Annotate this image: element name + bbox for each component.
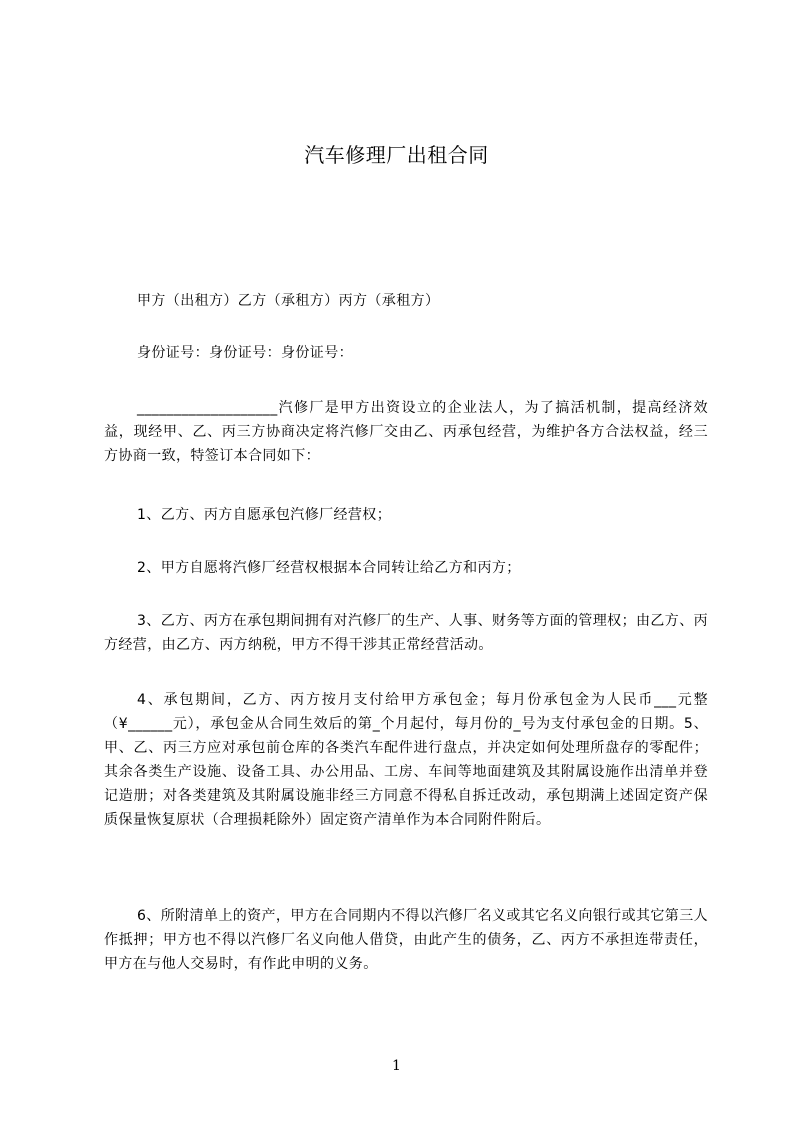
id-number-line: 身份证号：身份证号：身份证号：: [137, 345, 353, 361]
document-title: 汽车修理厂出租合同: [304, 143, 489, 167]
clause-1: 1、乙方、丙方自愿承包汽修厂经营权；: [137, 507, 392, 523]
clause-4-5: 4、承包期间，乙方、丙方按月支付给甲方承包金；每月份承包金为人民币___元整（¥______元），承包金从合同生效后的第_个月起付，每月份的_号为支付承包金的日期。5、甲、乙、丙三方应对承包前仓库的各类汽车配件进行盘点，并决定如何处理所盘存的零配件；其余各类生产设施、设备工具、办公用品、工房、车间等地面建筑及其附属设施作出清单并登记造册；对各类建筑及其附属设施非经三方同意不得私自拆迁改动，承包期满上述固定资产保质保量恢复原状（合理损耗除外）固定资产清单作为本合同附件附后。: [104, 692, 708, 828]
clause-3: 3、乙方、丙方在承包期间拥有对汽修厂的生产、人事、财务等方面的管理权；由乙方、丙方经营，由乙方、丙方纳税，甲方不得干涉其正常经营活动。: [104, 613, 708, 653]
page-number: 1: [392, 1058, 401, 1074]
parties-line: 甲方（出租方）乙方（承租方）丙方（承租方）: [137, 293, 440, 309]
clause-6: 6、所附清单上的资产，甲方在合同期内不得以汽修厂名义或其它名义向银行或其它第三人作抵押；甲方也不得以汽修厂名义向他人借贷，由此产生的债务，乙、丙方不承担连带责任，甲方在与他人交易时，有作此申明的义务。: [104, 908, 708, 972]
intro-paragraph: ___________________汽修厂是甲方出资设立的企业法人，为了搞活机制，提高经济效益，现经甲、乙、丙三方协商决定将汽修厂交由乙、丙承包经营，为维护各方合法权益，经三方协商一致，特签订本合同如下：: [104, 400, 708, 464]
clause-2: 2、甲方自愿将汽修厂经营权根据本合同转让给乙方和丙方；: [137, 560, 521, 576]
